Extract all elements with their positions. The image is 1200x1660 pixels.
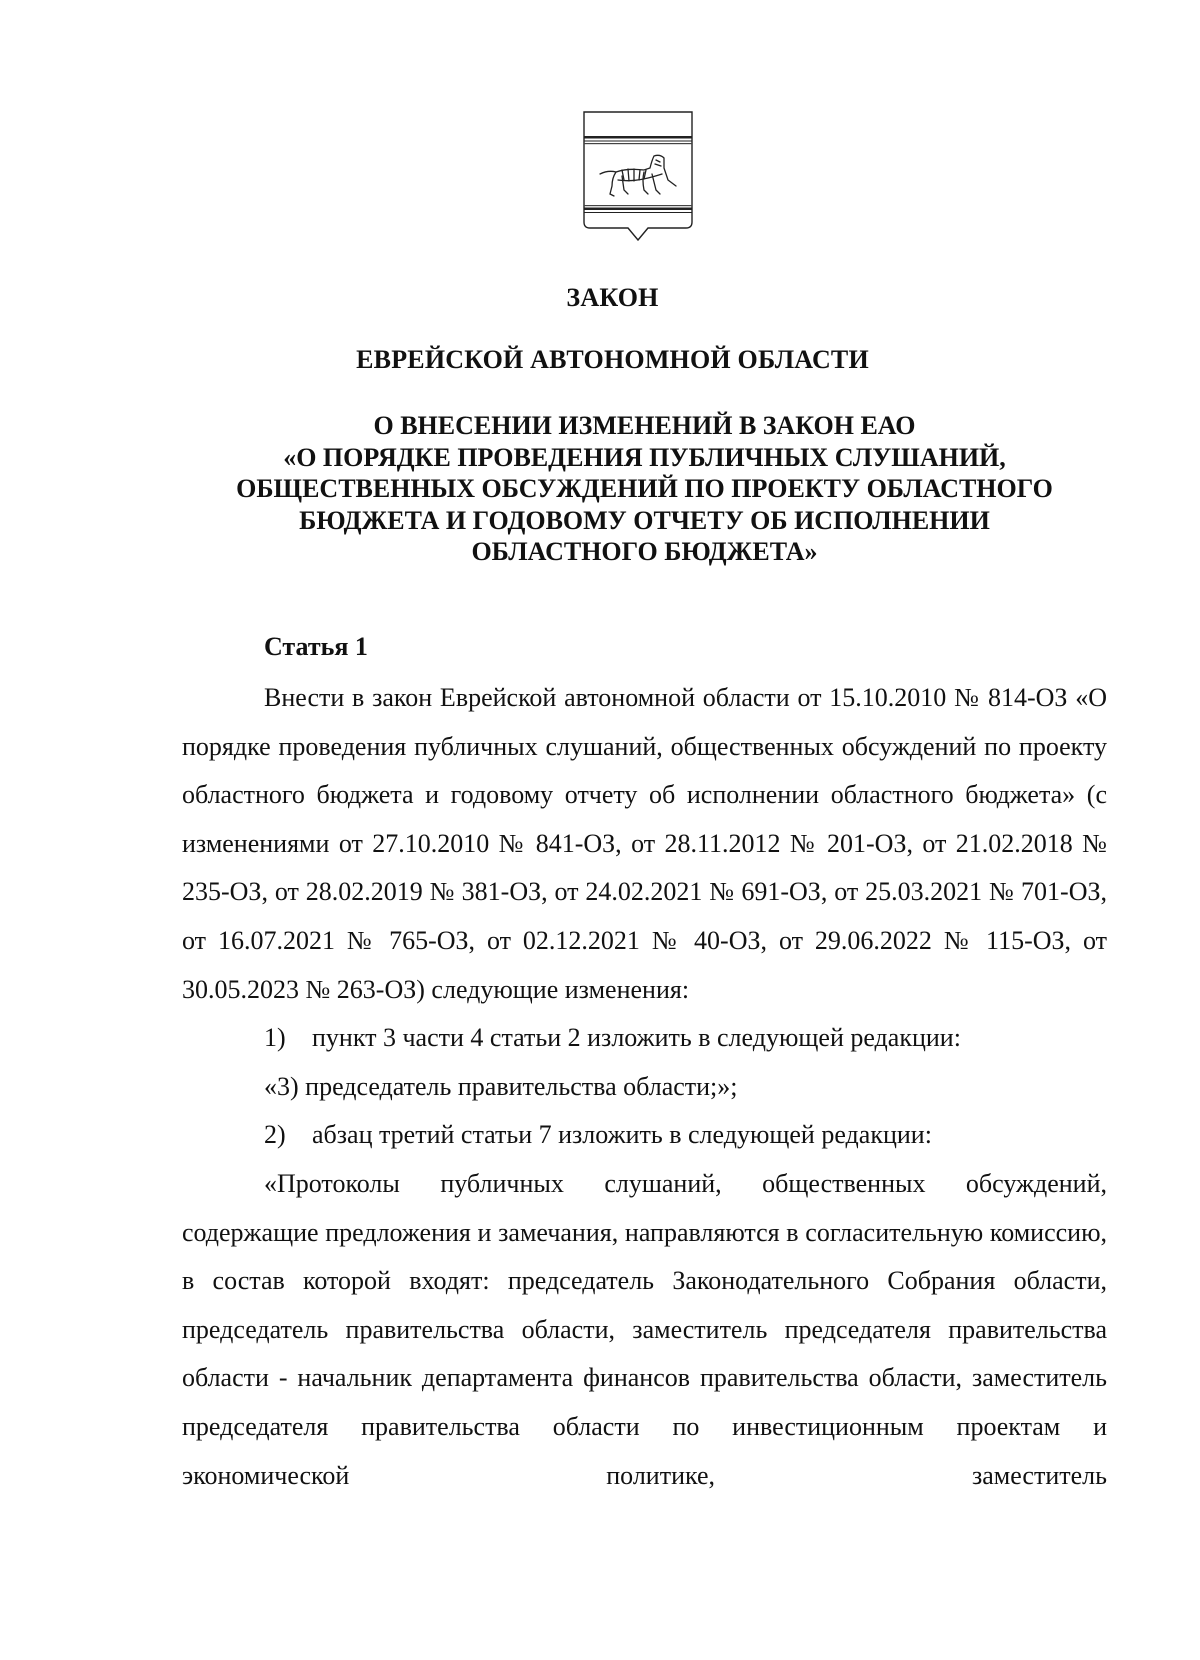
coat-of-arms-icon <box>582 110 694 244</box>
title-line: ОБЩЕСТВЕННЫХ ОБСУЖДЕНИЙ ПО ПРОЕКТУ ОБЛАСТНОГО <box>236 474 1053 503</box>
article-intro-paragraph: Внести в закон Еврейской автономной области от 15.10.2010 № 814-ОЗ «О порядке проведения публичных слушаний, общественных обсуждений по проекту областного бюджета и годовому отчету об исполнении областного бюджета» (с изменениями от 27.10.2010 № 841-ОЗ, от 28.11.2012 № 201-ОЗ, от 21.02.2018 № 235-ОЗ, от 28.02.2019 № 381-ОЗ, от 24.02.2021 № 691-ОЗ, от 25.03.2021 № 701-ОЗ, от 16.07.2021 № 765-ОЗ, от 02.12.2021 № 40-ОЗ, от 29.06.2022 № 115-ОЗ, от 30.05.2023 № 263-ОЗ) следующие изменения: <box>182 683 1107 1004</box>
title-line: «О ПОРЯДКЕ ПРОВЕДЕНИЯ ПУБЛИЧНЫХ СЛУШАНИЙ, <box>283 442 1006 472</box>
article-title: Статья 1 <box>264 632 368 661</box>
item-text: пункт 3 части 4 статьи 2 изложить в следующей редакции: <box>312 1023 961 1053</box>
title-line: БЮДЖЕТА И ГОДОВОМУ ОТЧЕТУ ОБ ИСПОЛНЕНИИ <box>299 505 990 535</box>
amendment-quote-1: «3) председатель правительства области;»; <box>264 1071 738 1101</box>
amendment-item-2 <box>182 1111 1107 1160</box>
title-line: О ВНЕСЕНИИ ИЗМЕНЕНИЙ В ЗАКОН ЕАО <box>373 411 916 440</box>
item-number: 1) <box>264 1023 286 1053</box>
item-text: абзац третий статьи 7 изложить в следующей редакции: <box>312 1120 932 1150</box>
title-line: ОБЛАСТНОГО БЮДЖЕТА» <box>471 537 818 566</box>
amendment-item-1 <box>182 1014 1107 1063</box>
amendment-quote-2: «Протоколы публичных слушаний, общественных обсуждений, содержащие предложения и замечания, направляются в согласительную комиссию, в состав которой входят: председатель Законодательного Собрания области, председатель правительства области, заместитель председателя правительства области - начальник департамента финансов правительства области, заместитель председателя правительства области по инвестиционным проектам и экономической политике, заместитель <box>182 1168 1107 1490</box>
article-body <box>182 674 1107 1500</box>
item-number: 2) <box>264 1120 286 1150</box>
law-title <box>182 410 1107 568</box>
law-heading: ЗАКОН <box>566 283 659 312</box>
region-heading: ЕВРЕЙСКОЙ АВТОНОМНОЙ ОБЛАСТИ <box>356 345 869 374</box>
